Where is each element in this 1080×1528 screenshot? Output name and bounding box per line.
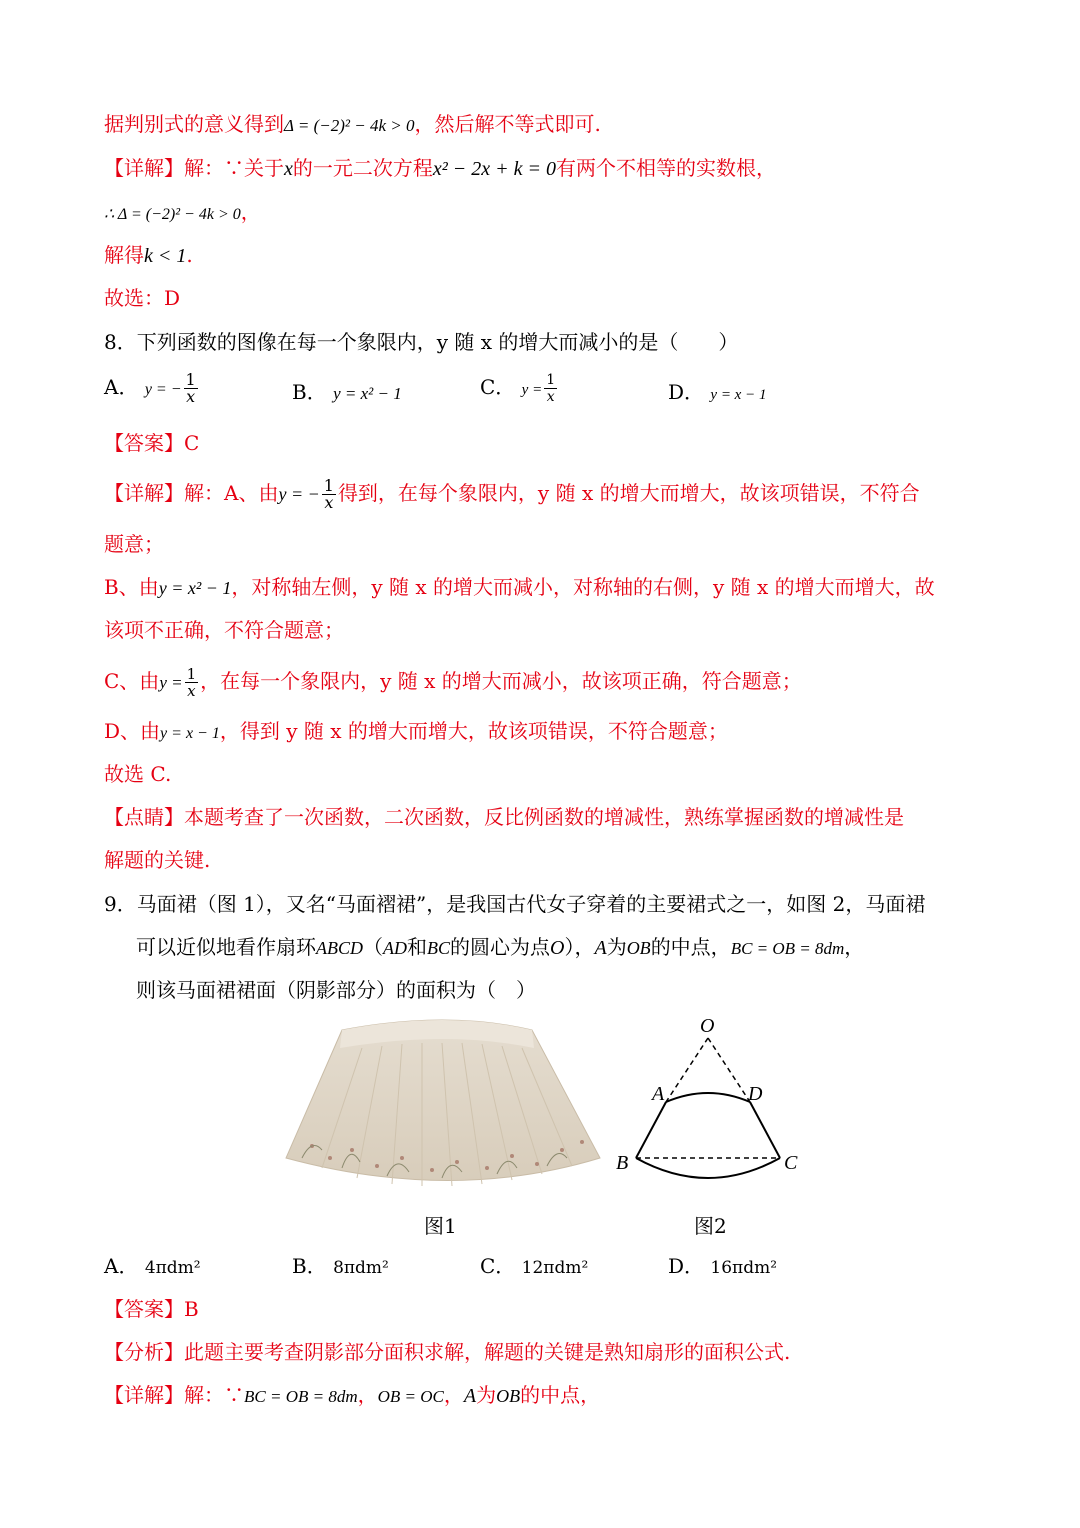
option-eq: y = x − 1 (710, 387, 767, 403)
option-letter: A． (104, 375, 139, 399)
question-9-line2: 可以近似地看作扇环ABCD（AD和BC的圆心为点O），A为OB的中点，BC = OB = 8dm， (136, 935, 865, 959)
eq: y = x − 1 (160, 725, 220, 742)
text: 有两个不相等的实数根， (556, 156, 777, 180)
q9-option-c: C． 12πdm² (480, 1254, 589, 1278)
question-9: 9．马面裙（图 1），又名“马面褶裙”，是我国古代女子穿着的主要裙式之一，如图 2，马面裙 (104, 892, 926, 916)
detail-8b-cont: 该项不正确，不符合题意； (104, 618, 344, 642)
label-A: A (652, 1083, 665, 1105)
text: 【详解】解：∵关于 (104, 156, 284, 180)
label-C: C (784, 1152, 798, 1174)
q9-option-d: D． 16πdm² (668, 1254, 778, 1278)
detail-8b: B、由y = x² − 1，对称轴左侧，y 随 x 的增大而减小，对称轴的右侧，y 随 x 的增大而增大，故 (104, 575, 935, 599)
label-O: O (700, 1015, 715, 1037)
fraction: $\frac{1}{x}$ (323, 476, 334, 512)
detail-8a: 【详解】解：A、由y = − $\frac{1}{x}$ 得到，在每个象限内，y 随 x 的增大而增大，故该项错误，不符合 (104, 476, 920, 512)
equation: x² − 2x + k = 0 (432, 158, 557, 180)
caption-fig1: 图1 (424, 1214, 457, 1238)
option-eq: y = x² − 1 (333, 384, 402, 403)
fraction: $\frac{1}{x}$ (186, 665, 197, 700)
eq: y = x² − 1 (158, 578, 232, 598)
discriminant-formula: Δ = (−2)² − 4k > 0 (284, 116, 415, 135)
detail-9: 【详解】解：∵BC = OB = 8dm，OB = OC，A为OB的中点， (104, 1383, 601, 1407)
solve-line (104, 241, 193, 270)
q9-option-b: B． 8πdm² (292, 1254, 389, 1278)
q8-option-b (292, 378, 402, 408)
text: ， (240, 200, 261, 224)
option-eq: y = − (144, 381, 182, 398)
discriminant-formula: ∴ Δ = (−2)² − 4k > 0 (104, 206, 241, 223)
option-letter: C． (480, 375, 516, 399)
q9-option-a: A． 4πdm² (104, 1254, 201, 1278)
label-D: D (748, 1083, 763, 1105)
option-eq: y = (521, 382, 543, 398)
sector-diagram (600, 1012, 820, 1197)
answer-9: 【答案】B (104, 1297, 199, 1321)
answer-8: 【答案】C (104, 431, 200, 455)
detail-8e: 故选 C. (104, 762, 172, 786)
detail-8c: C、由y = $\frac{1}{x}$ ，在每一个象限内，y 随 x 的增大而减小，故该项正确，符合题意； (104, 665, 802, 700)
detail-8d: D、由y = x − 1，得到 y 随 x 的增大而增大，故该项错误，不符合题意； (104, 719, 728, 743)
text: . (186, 243, 193, 267)
eq: y = − (278, 484, 320, 504)
q8-option-d (668, 378, 766, 409)
detail-8a-cont: 题意； (104, 532, 164, 556)
point-8: 【点睛】本题考查了一次函数，二次函数，反比例函数的增减性，熟练掌握函数的增减性是 (104, 805, 904, 829)
text: 的一元二次方程 (292, 156, 433, 180)
therefore-line (104, 198, 261, 229)
text: 解得 (104, 243, 144, 267)
caption-fig2: 图2 (694, 1214, 727, 1238)
analysis-9: 【分析】此题主要考查阴影部分面积求解，解题的关键是熟知扇形的面积公式. (104, 1340, 791, 1364)
solution-hint-line (104, 110, 601, 140)
q8-option-a (104, 372, 200, 405)
question-8: 8．下列函数的图像在每一个象限内，y 随 x 的增大而减小的是（ ） (104, 330, 739, 354)
q8-option-c (480, 372, 559, 405)
option-letter: B． (292, 380, 327, 404)
eq: y = (159, 673, 183, 692)
choice-line: 故选：D (104, 286, 181, 310)
point-8-cont: 解题的关键. (104, 848, 211, 872)
inequality: k < 1 (144, 245, 187, 267)
text: ，然后解不等式即可. (414, 112, 601, 136)
skirt-photo (282, 1018, 612, 1202)
text: 据判别式的意义得到 (104, 112, 284, 136)
option-letter: D． (668, 380, 705, 404)
fraction: $\frac{1}{x}$ (185, 370, 196, 406)
label-B: B (616, 1152, 629, 1174)
question-9-line3: 则该马面裙裙面（阴影部分）的面积为（ ） (136, 978, 536, 1002)
fraction: $\frac{1}{x}$ (546, 372, 556, 405)
var-x: x (284, 158, 293, 180)
detail-line (104, 154, 776, 183)
